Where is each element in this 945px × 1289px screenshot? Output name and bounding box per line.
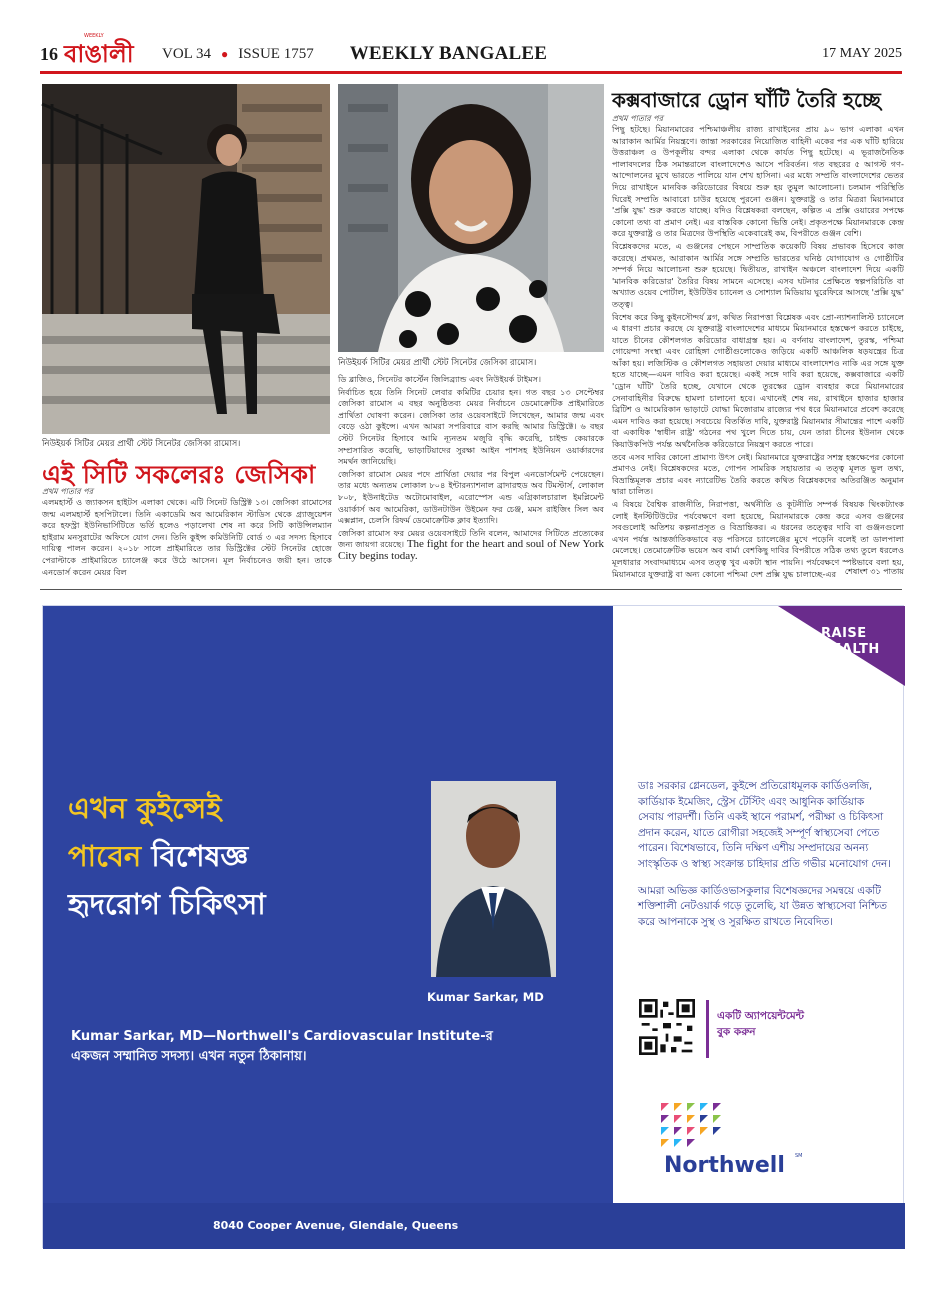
jessica-headline: এই সিটি সকলেরঃ জেসিকা — [42, 460, 316, 489]
right-story-p4: তবে এসব দাবির কোনো প্রামাণ্য উৎস নেই। মিয়ানমারে যুক্তরাষ্ট্রের সশস্ত্র হস্তক্ষেপের কোনো প্রমাণও নেই। বিশ্লেষকদের মতে, গোপন সামরিক সহায়তার এ তত্ত্ব মূলত ভুল তথ্য, বিভ্রান্তিমূলক প্রচার এবং ন্যারেটিভ তৈরি করতে কথিত বিশ্লেষকদের অতিরঞ্জিত অনুমান দ্বারা চালিত। — [612, 451, 904, 497]
ad-right-copy — [638, 779, 893, 941]
cta-accent-bar — [706, 1000, 709, 1058]
jessica-ramos-portrait-photo — [338, 84, 604, 352]
ad-right-p1: ডাঃ সরকার গ্লেনডেল, কুইন্সে প্রতিরোধমূলক কার্ডিওলজি, কার্ডিয়াক ইমেজিং, স্ট্রেস টেস্টিং এবং আধুনিক কার্ডিয়াক সেবায় পারদর্শী। তিনি একই স্থানে পরামর্শ, পরীক্ষা ও চিকিৎসা প্রদান করেন, যাতে রোগীরা সহজেই সম্পূর্ণ স্বাস্থ্যসেবা পেতে পারেন। বিশেষভাবে, তিনি দক্ষিণ এশীয় সম্প্রদায়ের অনন্য সাংস্কৃতিক ও স্বাস্থ্য সংক্রান্ত চাহিদার প্রতি গভীর মনোযোগ দেন। — [638, 780, 891, 870]
masthead — [40, 33, 902, 70]
logo-small-text: WEEKLY — [84, 33, 104, 39]
cta-line2: বুক করুন — [717, 1026, 756, 1038]
left-story-column1 — [42, 497, 332, 585]
left-story-col2-p1: ডি ব্লাজিও, সিনেটর কার্স্টেন জিলিব্র্যান্ড এবং নিউইয়র্ক টাইমস। — [338, 374, 541, 384]
left-story-col2-p2: নির্বাচিত হয়ে তিনি সিনেট লেবার কমিটির চেয়ার হন। গত বছর ১৩ সেপ্টেম্বর জেসিকা রামোস এ বছর অনুষ্ঠিতব্য মেয়র নির্বাচনে ডেমোক্রেটিক প্রাইমারিতে প্রার্থিতা ঘোষণা করেন। জেসিকা তার ওয়েবসাইটে লিখেছেন, আমার জন্ম এবং বেড়ে ওঠা কুইন্সে। এখন আমরা সপরিবারে বাস করছি আমার ডিস্ট্রিক্টে। ৬ বছর স্টেট সিনেটর হিসাবে আমি ন্যূনতম মজুরি বৃদ্ধি করেছি, চাইল্ড কেয়ারকে সম্প্রসারিত করেছি, ভাড়াটিয়াদের সুরক্ষা আইন পাশসহ ইউনিয়ন ওয়ার্কারদের সমর্থন জানিয়েছি। — [338, 386, 604, 467]
ad-subline2: একজন সম্মানিত সদস্য। এখন নতুন ঠিকানায়। — [71, 1049, 307, 1064]
qr-code-icon[interactable] — [639, 999, 695, 1055]
ad-headline-line1 — [68, 786, 221, 835]
ad-headline-line3-text: হৃদরোগ চিকিৎসা — [68, 887, 266, 921]
northwell-mark-icon — [661, 1103, 731, 1149]
bullet-icon: ● — [221, 46, 229, 61]
right-story-jump — [612, 566, 904, 579]
section-rule — [40, 589, 902, 590]
northwell-service-mark: SM — [795, 1153, 803, 1159]
drone-base-headline: কক্সবাজারে ড্রোন ঘাঁটি তৈরি হচ্ছে — [612, 88, 881, 112]
left-story-english-tail: The fight for the heart and soul of New York City begins today. — [338, 538, 604, 562]
masthead-rule — [40, 71, 902, 74]
newspaper-logo — [64, 33, 134, 69]
photo1-caption: নিউইয়র্ক সিটির মেয়র প্রার্থী স্টেট সিনেটর জেসিকা রামোস। — [42, 439, 241, 449]
ad-address-bar — [43, 1203, 905, 1249]
ad-subline — [71, 1027, 541, 1067]
ad-headline-line2-white: বিশেষজ্ঞ — [151, 839, 249, 873]
issue: ISSUE 1757 — [238, 45, 314, 62]
raise-line2: HEALTH — [821, 642, 880, 657]
ad-headline-line2-yellow: পাবেন — [68, 839, 142, 873]
jump-line-text: শেষাংশ ৩১ পাতায় — [844, 567, 904, 576]
book-appointment-link[interactable] — [717, 1008, 877, 1040]
right-story-p5: এ বিষয়ে বৈশ্বিক রাজনীতি, নিরাপত্তা, অর্থনীতি ও কূটনীতি সম্পর্ক বিষয়ক থিংকট্যাংক লোই ইনস্টিটিউটের পর্যবেক্ষণে বলা হয়েছে, মিয়ানমারকে কেন্দ্র করে এসব গুঞ্জনের সবগুলোই অতিশয় কল্পনাপ্রসূত ও বিভ্রান্তিকর। এ ধরনের তত্ত্বের দাবি বা গুঞ্জনগুলো এখন পর্যন্ত আন্তর্জাতিকভাবে বড় পরিসরে চ্যালেঞ্জের মুখে পড়েনি বলেই তা ডালপালা মেলেছে। তেমোক্রেটিক ভয়েস অব বার্মা বেশকিছু দাবির বিপরীতে সঠিক তথ্য তুলে ধরলেও মূলধারার সংবাদমাধ্যমে এসব তত্ত্ব খুব একটা স্থান পায়নি। পর্যবেক্ষণে স্পষ্টভাবে বলা হয়, মিয়ানমারে যুক্তরাষ্ট্র বা অন্য কোনো পশ্চিমা দেশ প্রক্সি যুদ্ধ চালাচ্ছে-এর — [612, 499, 904, 579]
issue-date: 17 MAY 2025 — [822, 46, 902, 61]
masthead-title: WEEKLY BANGALEE — [349, 43, 548, 64]
northwell-advertisement[interactable] — [42, 605, 904, 1248]
left-story-col1-text: এলমহার্স্ট ও জ্যাকসন হাইটস এলাকা থেকে। এটি সিনেট ডিস্ট্রিক্ট ১৩। জেসিকা রামোসের জন্ম এলমহার্স্ট হসপিটালে। তিনি একাডেমি অব আমেরিকান স্টাডিস থেকে গ্র্যাজুয়েশন করে হফস্ট্রা ইউনিভার্সিটিতে ভর্তি হলেও পড়ালেখা শেষ না করে সিটি কাউন্সিলম্যান হাইরাম মনসুরাটের অফিসে যোগ দেন। তিনি কুইন্স কমিউনিটি বোর্ড ৩ এর সদস্য হিসাবে দায়িত্ব পালন করেন। ২০১৮ সালে প্রাইমারিতে তার ডিস্ট্রিক্টের স্টেট সিনেটর হোজে পেরাল্টাকে প্রাইমারিতে চ্যালেঞ্জ করে উঠে আসেন। মূল নির্বাচনেও জয়ী হন। তাকে এনডোর্স করেন মেয়র বিল — [42, 497, 332, 577]
left-story-column2 — [338, 374, 604, 584]
page-number: 16 — [40, 43, 58, 64]
left-story-col2-p4: জেসিকা রামোস ফর মেয়র ওয়েবসাইটে তিনি বলেন, আমাদের সিটিতে প্রত্যেকের জন্য জায়গা রয়েছে। — [338, 527, 604, 550]
doctor-photo — [431, 781, 556, 977]
left-story-col2-p3: জেসিকা রামোস মেয়র পদে প্রার্থিতা দেয়ার পর বিপুল এনডোর্সমেন্ট পেয়েছেন। তার মধ্যে অন্যতম লোকাল ৮০৪ ইন্টারন্যাশনাল ব্রাদারহুড অব টিমস্টার্স, লোকাল ৮০৮, ইউনাইটেড অটোমোবাইল, এরোস্পেস এন্ড এগ্রিকালচারাল ইমপ্লিমেন্ট ওয়ার্কার্স অব আমেরিকা, ডাউনটাউন উইমেন ফর চেঞ্জ, মমস রাইজিং সিল অব এক্সপ্লান, চেলসি রিফর্ম ডেমোক্রেটিক ক্লাব ইত্যাদি। — [338, 468, 604, 526]
ad-headline-line3 — [68, 882, 266, 931]
logo-text: বাঙালী — [64, 39, 134, 68]
volume: VOL 34 — [162, 45, 212, 62]
ad-headline-line1-text: এখন কুইন্সেই — [68, 791, 222, 825]
right-story-p1: পিছু হটছে। মিয়ানমারের পশ্চিমাঞ্চলীয় রাজ্য রাখাইনের প্রায় ৯০ ভাগ এলাকা এখন আরাকান আর্মির নিয়ন্ত্রণে। জান্তা সরকারের নিয়োজিত বাহিনী একের পর এক ঘাঁটি হারিয়ে উত্তরাঞ্চল ও উপকূলীয় বন্দর এলাকা থেকে কার্যত পিছু হটেছে। এ ভূরাজনৈতিক পালাবদলের ঠিক সমান্তরালে বাংলাদেশেও আসে পরিবর্তন। গত বছরের ৫ আগস্ট গণ-আন্দোলনের মুখে ভারতে পালিয়ে যান শেখ হাসিনা। এর মধ্যে সম্প্রতি বাংলাদেশের ভেতর দিয়ে রাখাইনে মানবিক করিডোরের বিষয়ে শুরু হয় তুমুল আলোচনা। চলমান পরিস্থিতি ঘিরেই সম্প্রতি আবারো চাউর হয়েছে পুরনো গুঞ্জন। যুক্তরাষ্ট্র ও তার মিত্ররা মিয়ানমারে 'প্রক্সি যুদ্ধ' শুরু করতে যাচ্ছে। যদিও বিশ্লেষকরা বলছেন, কল্পিত এ প্রক্সি ওয়ারের সপক্ষে কোনো তথ্য বা প্রমাণ নেই। এর বাস্তবিক কোনো ভিত্তি নেই। প্রকৃতপক্ষে মিয়ানমারকে কেন্দ্র করে যুক্তরাষ্ট্র ও তার মিত্রদের উপস্থিতি একেবারেই কম, বিপরীতে গুঞ্জন বেশি। — [612, 124, 904, 239]
right-story-kicker: প্রথম পাতার পর — [612, 114, 663, 123]
ad-headline-line2 — [68, 834, 248, 883]
cta-line1: একটি অ্যাপয়েন্টমেন্ট — [717, 1010, 804, 1022]
clinic-address: 8040 Cooper Avenue, Glendale, Queens — [213, 1219, 459, 1232]
left-story-kicker: প্রথম পাতার পর — [42, 487, 93, 496]
raise-health-logo — [821, 626, 880, 658]
photo2-caption: নিউইয়র্ক সিটির মেয়র প্রার্থী স্টেট সিনেটর জেসিকা রামোস। — [338, 358, 537, 368]
raise-line1: RAISE — [821, 626, 867, 641]
ad-right-p2: আমরা অভিজ্ঞ কার্ডিওভাসকুলার বিশেষজ্ঞদের সমন্বয়ে একটি শক্তিশালী নেটওয়ার্ক গড়ে তুলেছি, যা উন্নত স্বাস্থ্যসেবা নিশ্চিত করে আপনাকে সুস্থ ও সুরক্ষিত রাখতে নিবেদিত। — [638, 884, 887, 928]
ad-subline1: Kumar Sarkar, MD—Northwell's Cardiovascular Institute-র — [71, 1029, 493, 1044]
doctor-name: Kumar Sarkar, MD — [427, 990, 544, 1004]
jessica-ramos-stairs-photo — [42, 84, 330, 434]
right-story-p3: বিশেষ করে কিছু কুইনসৌন্দর্য ব্লগ, কথিত নিরাপত্তা বিশ্লেষক এবং প্রো-ন্যাশনালিস্ট চ্যানেলে এ ধারণা প্রচার করছে যে যুক্তরাষ্ট্র বাংলাদেশের মাধ্যমে মিয়ানমারে হস্তক্ষেপ করতে চাইছে, যাতে চীনের কৌশলগত করিডোর বাধাগ্রস্ত হয়। এ বর্ণনায় বাংলাদেশ, তুরস্ক, পশ্চিমা গোয়েন্দা সংস্থা এবং রোহিঙ্গা গোষ্ঠীগুলোকেও জড়িয়ে একটি আঞ্চলিক ষড়যন্ত্রের চিত্র আঁকা হয়। লজিস্টিক ও কৌশলগত সহায়তা দেয়ার মাধ্যমে বাংলাদেশও নাকি এর সঙ্গে যুক্ত হতে যাচ্ছে—এমন দাবিও করা হয়েছে। একই সঙ্গে দাবি করা হয়েছে, কক্সবাজারে একটি 'ড্রোন ঘাঁটি' তৈরি হচ্ছে, যেখানে থেকে তুরস্কের ড্রোন ব্যবহার করে মিয়ানমারের সেনাবাহিনীর বিরুদ্ধে হামলা চালানো হবে। এখানেই শেষ নয়, রাখাইনে হাজার হাজার ব্রিটিশ ও আমেরিকান ভাড়াটে যোদ্ধা মিজোরাম রাজ্যের পথ ধরে মিয়ানমারে প্রবেশ করেছে এমন দাবিও করা হয়েছে। সবচেয়ে বিতর্কিত দাবি, যুক্তরাষ্ট্র মিয়ানমার সীমান্তের পাশে একটি বা একাধিক 'স্বাধীন রাষ্ট্র' গঠনের পথ খুলে দিতে চায়, যেন তারা চীনের ইউনান থেকে কিয়াউকপিউ পর্যন্ত অর্থনৈতিক করিডোরে নিয়ন্ত্রণ করতে পারে। — [612, 311, 904, 450]
right-story-p2: বিশ্লেষকদের মতে, এ গুঞ্জনের পেছনে সাম্প্রতিক কয়েকটি বিষয় প্রভাবক হিসেবে কাজ করেছে। প্রথমত, আরাকান আর্মির সঙ্গে সম্প্রতি ভারতের ঘনিষ্ঠ যোগাযোগ ও গোষ্ঠীটির সম্পর্ক নিয়ে আলোচনা শুরু হয়েছে। দ্বিতীয়ত, রাখাইন অঞ্চলে বাংলাদেশ দিয়ে একটি 'মানবিক করিডোর' তৈরির বিষয় সামনে এসেছে। এসব ঘটনার প্রেক্ষিতে স্বল্পপরিচিতি বা অখ্যাত ওয়েব পোর্টাল, ইউটিউব চ্যানেল ও সোশ্যাল মিডিয়ায় ঘুরেফিরে আসছে 'প্রক্সি যুদ্ধ' তত্ত্ব। — [612, 240, 904, 309]
northwell-wordmark: Northwell — [664, 1153, 785, 1178]
